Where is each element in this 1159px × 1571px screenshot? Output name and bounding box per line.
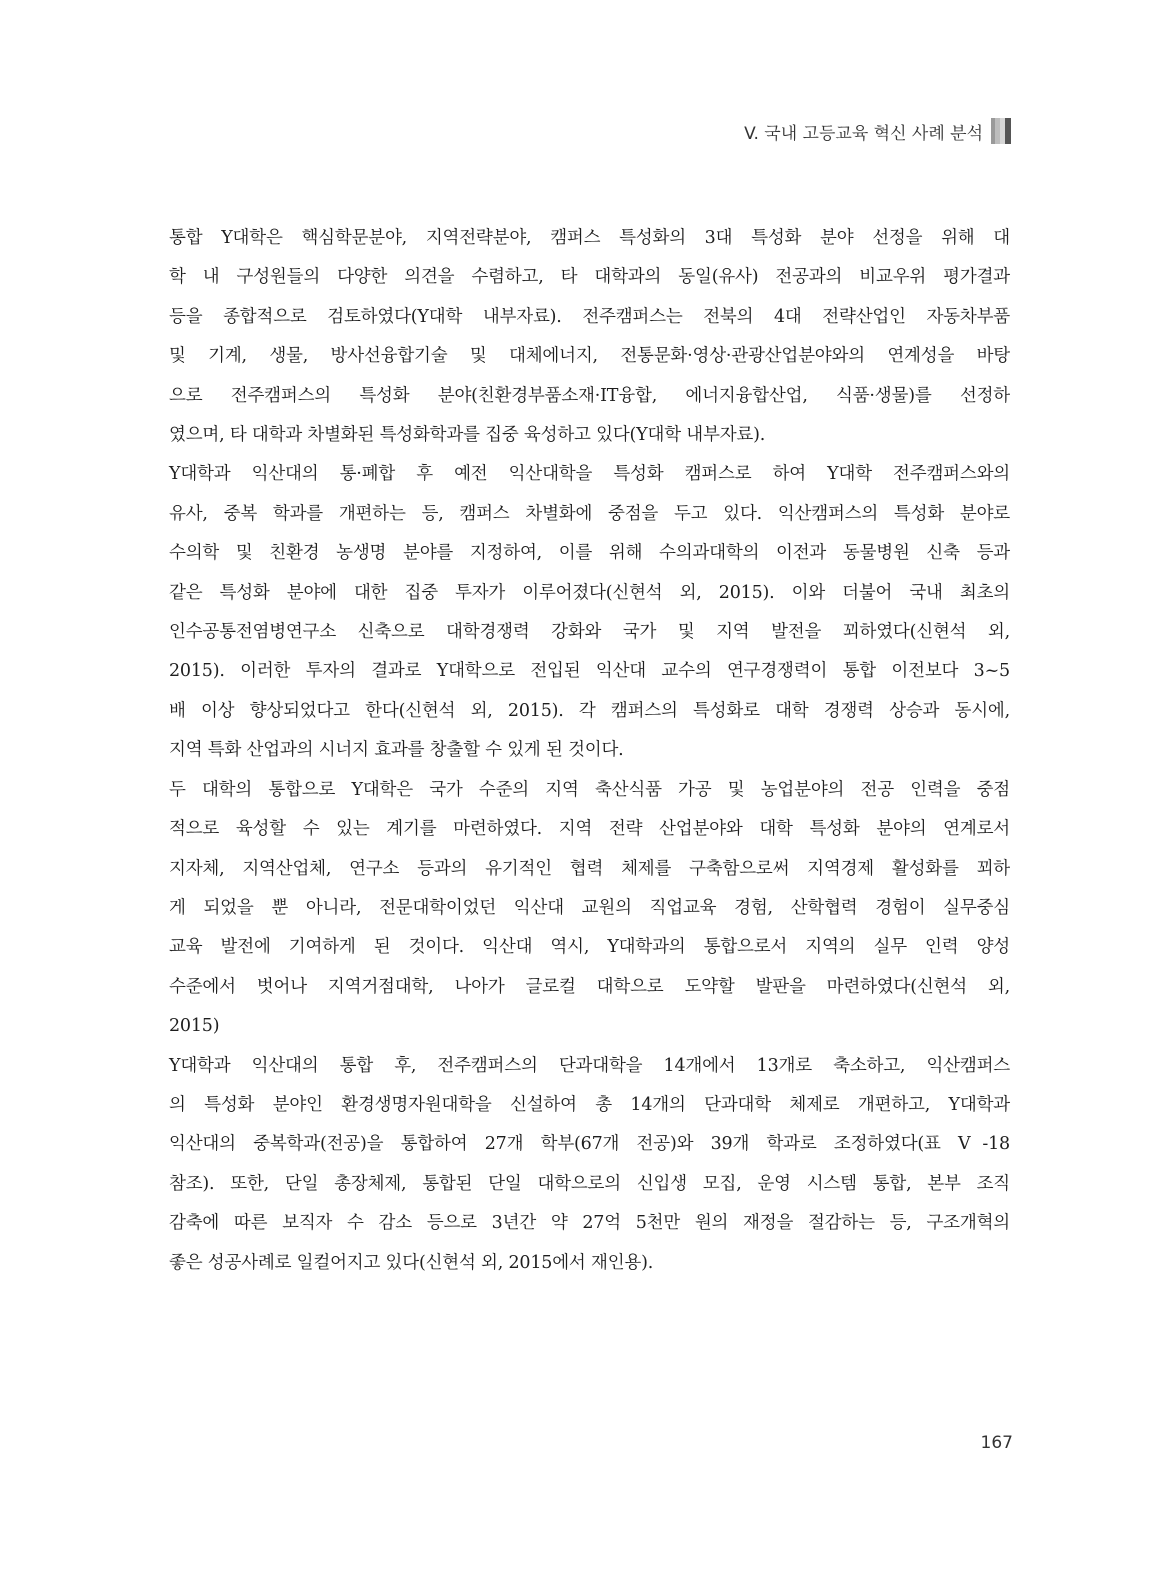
text-line: 통합 Y대학은 핵심학문분야, 지역전략분야, 캠퍼스 특성화의 3대 특성화 분야 선정을 위해 대 xyxy=(169,228,1010,248)
text-line: 두 대학의 통합으로 Y대학은 국가 수준의 지역 축산식품 가공 및 농업분야의 전공 인력을 중점 xyxy=(169,779,1010,800)
text-line: 및 기계, 생물, 방사선융합기술 및 대체에너지, 전통문화·영상·관광산업분야와의 연계성을 바탕 xyxy=(169,346,1010,367)
text-line: 인수공통전염병연구소 신축으로 대학경쟁력 강화와 국가 및 지역 발전을 꾀하였다(신현석 외, xyxy=(169,622,1010,643)
text-line: 지역 특화 산업과의 시너지 효과를 창출할 수 있게 된 것이다. xyxy=(169,740,624,761)
text-line: 배 이상 향상되었다고 한다(신현석 외, 2015). 각 캠퍼스의 특성화로 대학 경쟁력 상승과 동시에, xyxy=(169,700,1010,721)
body-text xyxy=(148,219,1010,1283)
text-line: 유사, 중복 학과를 개편하는 등, 캠퍼스 차별화에 중점을 두고 있다. 익산캠퍼스의 특성화 분야로 xyxy=(169,503,1010,524)
text-line: Y대학과 익산대의 통합 후, 전주캠퍼스의 단과대학을 14개에서 13개로 축소하고, 익산캠퍼스 xyxy=(169,1055,1010,1076)
paragraph-4 xyxy=(148,1047,1010,1283)
text-line: 등을 종합적으로 검토하였다(Y대학 내부자료). 전주캠퍼스는 전북의 4대 전략산업인 자동차부품 xyxy=(169,306,1010,327)
text-line: 참조). 또한, 단일 총장체제, 통합된 단일 대학으로의 신입생 모집, 운영 시스템 통합, 본부 조직 xyxy=(169,1173,1010,1194)
text-line: 수준에서 벗어나 지역거점대학, 나아가 글로컬 대학으로 도약할 발판을 마련하였다(신현석 외, xyxy=(169,976,1010,997)
text-line: 감축에 따른 보직자 수 감소 등으로 3년간 약 27억 5천만 원의 재정을 절감하는 등, 구조개혁의 xyxy=(169,1213,1010,1234)
text-line: 의 특성화 분야인 환경생명자원대학을 신설하여 총 14개의 단과대학 체제로 개편하고, Y대학과 xyxy=(169,1094,1010,1115)
text-line: 익산대의 중복학과(전공)을 통합하여 27개 학부(67개 전공)와 39개 학과로 조정하였다(표 Ⅴ-18 xyxy=(169,1134,1010,1155)
header-decoration-bar xyxy=(991,118,1011,144)
text-line: 같은 특성화 분야에 대한 집중 투자가 이루어졌다(신현석 외, 2015). 이와 더불어 국내 최초의 xyxy=(169,582,1010,603)
paragraph-3 xyxy=(148,771,1010,1047)
text-line: 적으로 육성할 수 있는 계기를 마련하였다. 지역 전략 산업분야와 대학 특성화 분야의 연계로서 xyxy=(169,819,1010,840)
text-line: 게 되었을 뿐 아니라, 전문대학이었던 익산대 교원의 직업교육 경험, 산학협력 경험이 실무중심 xyxy=(169,897,1010,918)
running-header xyxy=(744,118,1011,144)
text-line: 지자체, 지역산업체, 연구소 등과의 유기적인 협력 체제를 구축함으로써 지역경제 활성화를 꾀하 xyxy=(169,858,1010,879)
text-line: 수의학 및 친환경 농생명 분야를 지정하여, 이를 위해 수의과대학의 이전과 동물병원 신축 등과 xyxy=(169,543,1010,564)
text-line: 교육 발전에 기여하게 된 것이다. 익산대 역시, Y대학과의 통합으로서 지역의 실무 인력 양성 xyxy=(169,937,1010,958)
text-line: 학 내 구성원들의 다양한 의견을 수렴하고, 타 대학과의 동일(유사) 전공과의 비교우위 평가결과 xyxy=(169,267,1010,288)
text-line: 2015) xyxy=(169,1016,220,1037)
text-line: Y대학과 익산대의 통·폐합 후 예전 익산대학을 특성화 캠퍼스로 하여 Y대학 전주캠퍼스와의 xyxy=(169,464,1010,485)
running-title: V. 국내 고등교육 혁신 사례 분석 xyxy=(744,123,983,144)
paragraph-1 xyxy=(148,219,1010,455)
text-line: 2015). 이러한 투자의 결과로 Y대학으로 전입된 익산대 교수의 연구경쟁력이 통합 이전보다 3~5 xyxy=(169,661,1010,682)
text-line: 좋은 성공사례로 일컬어지고 있다(신현석 외, 2015에서 재인용). xyxy=(169,1252,654,1273)
page-number: 167 xyxy=(980,1433,1013,1453)
text-line: 으로 전주캠퍼스의 특성화 분야(친환경부품소재·IT융합, 에너지융합산업, 식품·생물)를 선정하 xyxy=(169,385,1010,406)
paragraph-2 xyxy=(148,455,1010,770)
header-bar-segment xyxy=(1005,118,1011,144)
text-line: 였으며, 타 대학과 차별화된 특성화학과를 집중 육성하고 있다(Y대학 내부자료). xyxy=(169,425,766,446)
